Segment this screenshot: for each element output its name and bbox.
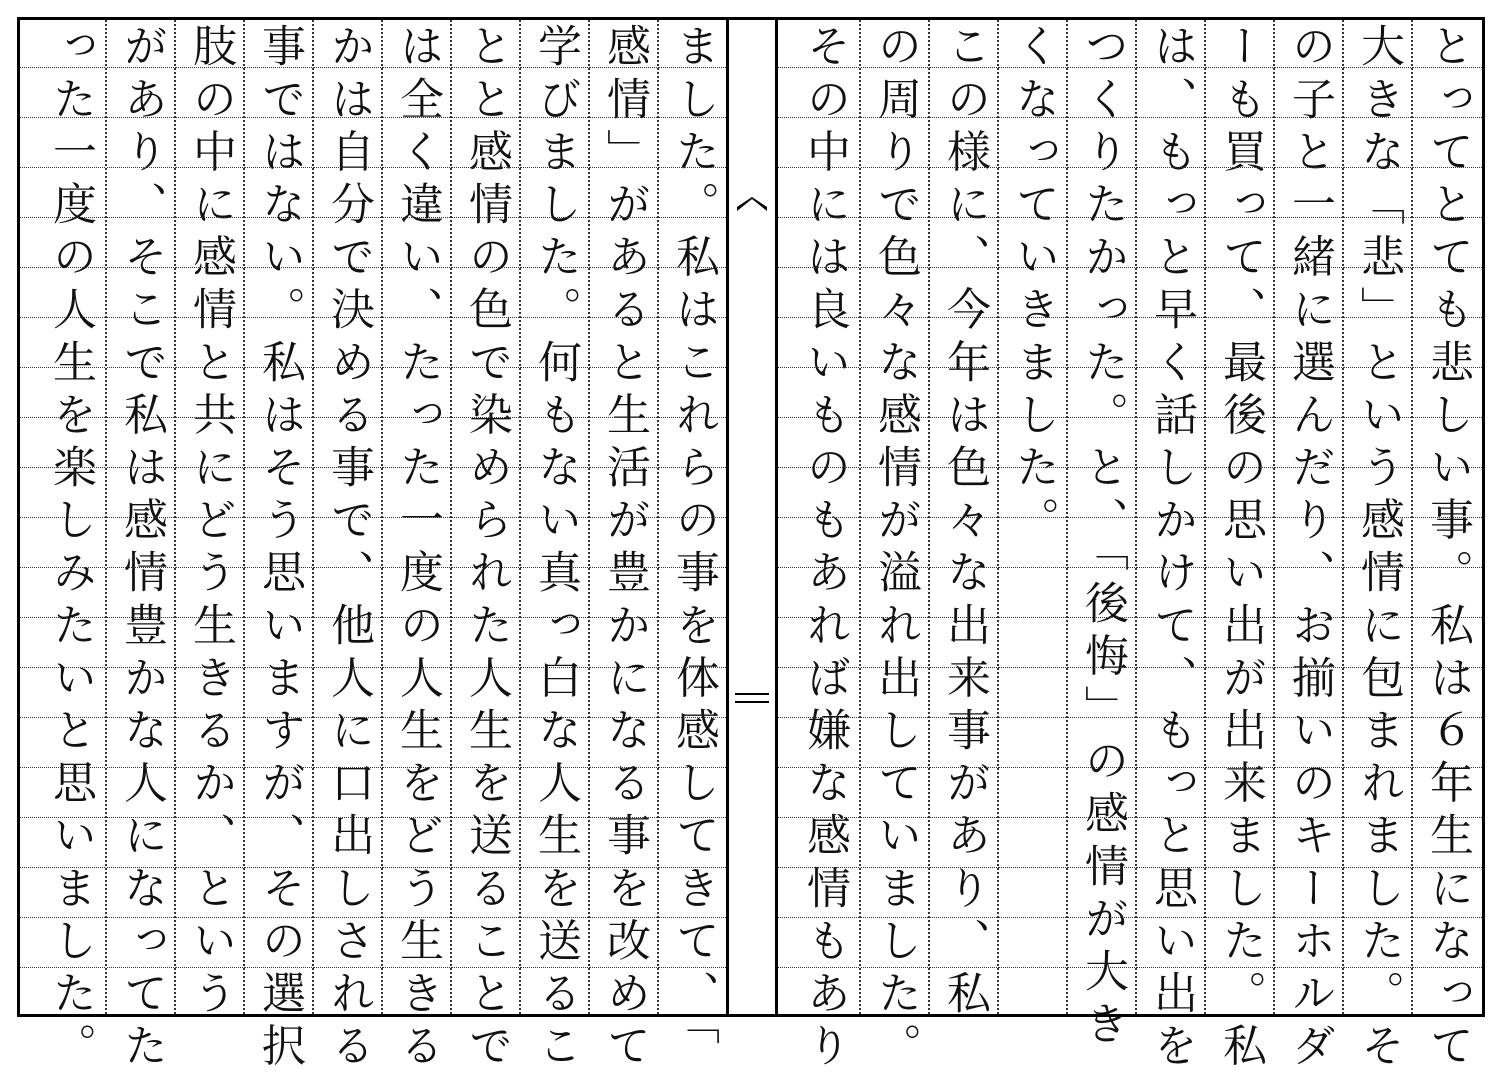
column-text: つくりたかった。と、「後悔」の感情が大き [1077,23,1128,1053]
sheet-border [17,17,1485,1075]
column-text: った一度の人生を楽しみたいと思いました。 [45,23,96,1075]
column-text: は全く違い、たった一度の人生をどう生きる [392,23,443,1075]
column-text: 事ではない。私はそう思いますが、その選択 [254,23,305,1075]
column-text: とってとても悲しい事。私は６年生になって [1422,23,1473,1075]
column-text: かは自分で決める事で、他人に口出しされる [323,23,374,1075]
column-text: の周りで色々な感情が溢れ出していました。 [870,23,921,1075]
column-text: 肢の中に感情と共にどう生きるか、という [185,23,236,1023]
column-text: の子と一緒に選んだり、お揃いのキーホルダ [1284,23,1335,1075]
column-text: ーも買って、最後の思い出が出来ました。私 [1215,23,1266,1075]
column-text: は、もっと早く話しかけて、もっと思い出を [1146,23,1197,1075]
column-text: くなっていきました。 [1008,23,1059,549]
column-text: 学びました。何もない真っ白な人生を送るこ [530,23,581,1075]
column-text: 感情」があると生活が豊かになる事を改めて [599,23,650,1075]
column-text: ました。私はこれらの事を体感してきて、「 [668,23,719,1053]
column-text: があり、そこで私は感情豊かな人になってた [116,23,167,1075]
column-text: とと感情の色で染められた人生を送ることで [461,23,512,1075]
column-text: 大きな「悲」という感情に包まれました。そ [1353,23,1404,1075]
column-text: この様に、今年は色々な出来事があり、私 [939,23,990,1023]
column-text: その中には良いものもあれば嫌な感情もあり [799,23,850,1075]
